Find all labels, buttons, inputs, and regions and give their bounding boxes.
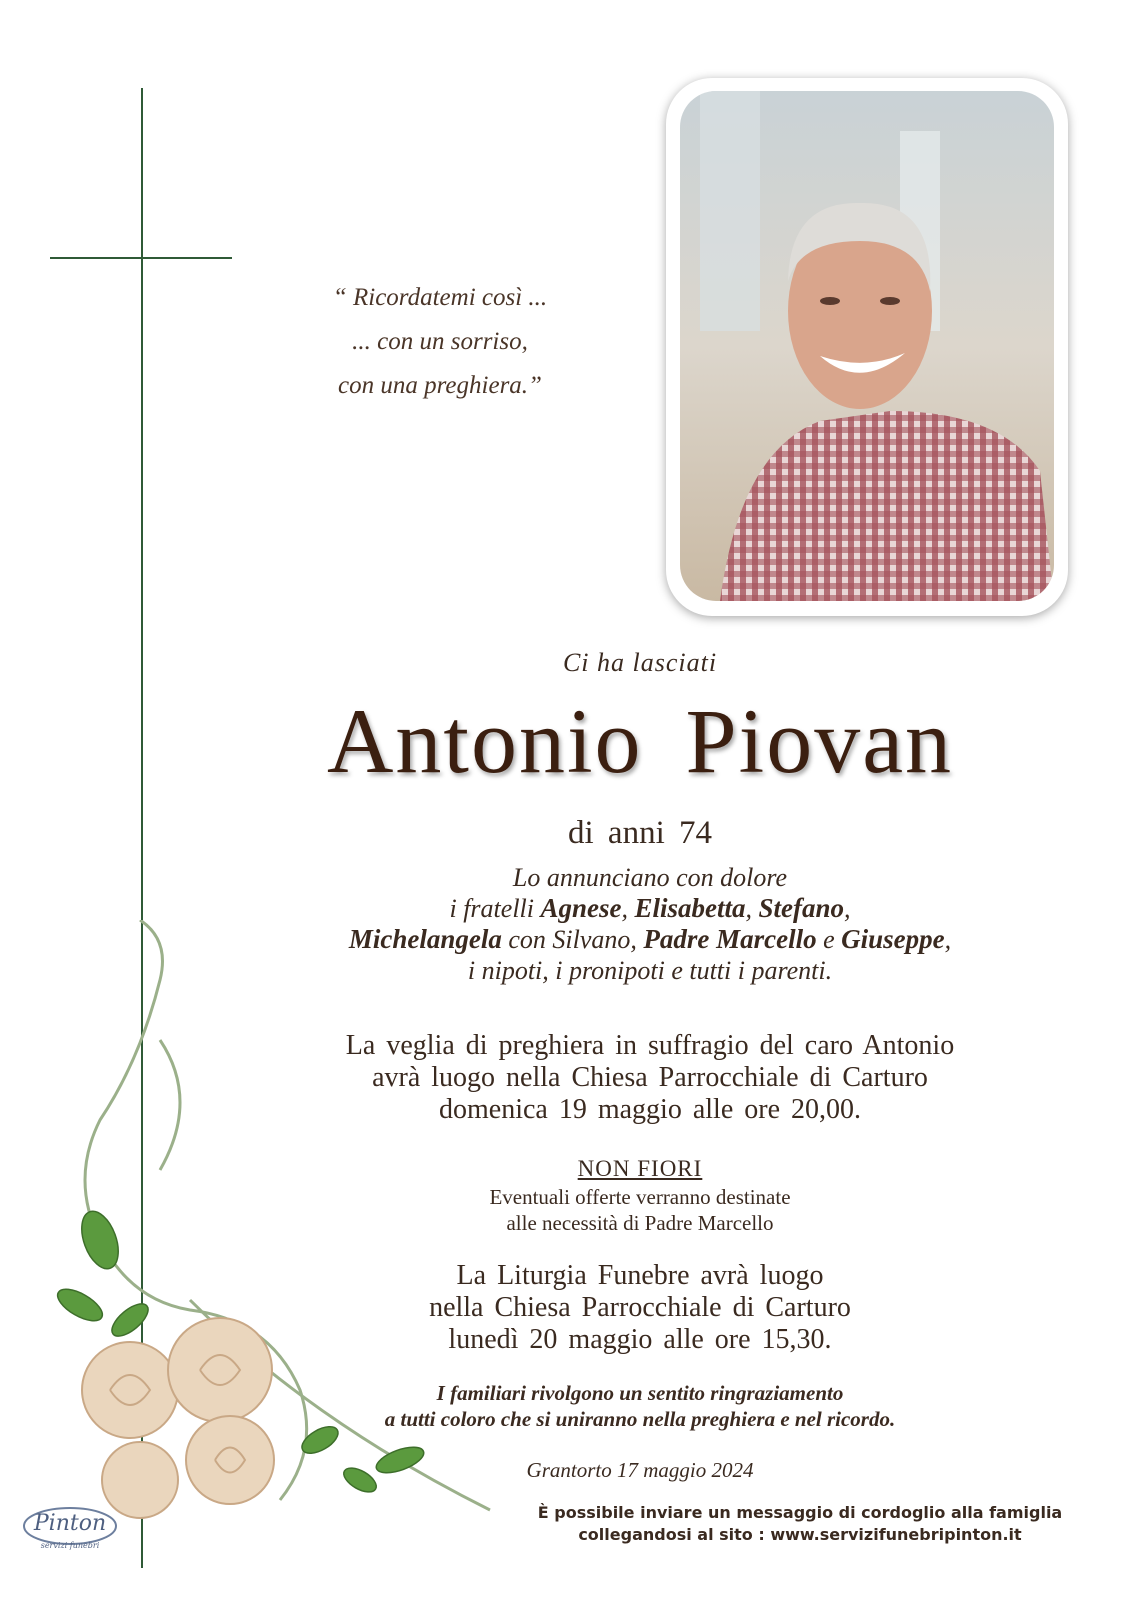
place-date: Grantorto 17 maggio 2024 [526,1458,754,1482]
quote-line-3: con una preghiera.” [338,372,542,399]
separator: , [745,894,759,923]
cross-horizontal-line [50,257,232,259]
deceased-name: Antonio Piovan [326,690,954,792]
website-line-2: collegandosi al sito : www.servizifunebripinton.it [578,1525,1022,1544]
condolence-website-note [500,1502,1100,1546]
svg-text:servizi funebri: servizi funebri [40,1541,100,1550]
text-con-silvano: con Silvano, [501,925,644,954]
quote-line-2: ... con un sorriso, [352,328,528,355]
thanks-line-1: I familiari rivolgono un sentito ringraziamento [436,1381,844,1405]
announcement-line-1: Lo annunciano con dolore [512,863,788,892]
thanks-line-2: a tutti coloro che si uniranno nella preghiera e nel ricordo. [384,1407,896,1431]
name-stefano: Stefano [758,893,845,923]
vigil-line-2: avrà luogo nella Chiesa Parrocchiale di Carturo [372,1062,928,1093]
website-line-1: È possibile inviare un messaggio di cordoglio alla famiglia [537,1503,1063,1522]
separator: , [621,894,635,923]
memorial-quote [250,276,630,408]
name-giuseppe: Giuseppe [841,924,945,954]
liturgy-line-1: La Liturgia Funebre avrà luogo [456,1260,824,1291]
vigil-line-3: domenica 19 maggio alle ore 20,00. [439,1094,861,1125]
name-padre-marcello: Padre Marcello [643,924,817,954]
offerte-line-2: alle necessità di Padre Marcello [506,1211,774,1235]
name-agnese: Agnese [540,893,622,923]
offerte-line-1: Eventuali offerte verranno destinate [489,1185,791,1209]
liturgy-line-2: nella Chiesa Parrocchiale di Carturo [429,1292,851,1323]
liturgy-line-3: lunedì 20 maggio alle ore 15,30. [448,1324,832,1355]
non-fiori-heading: NON FIORI [577,1156,703,1181]
intro-text: Ci ha lasciati [562,648,718,677]
name-michelangela: Michelangela [348,924,502,954]
deceased-age: di anni 74 [568,815,712,851]
roses-decoration [40,920,540,1600]
pinton-logo [20,1500,130,1556]
svg-text:Pinton: Pinton [33,1511,107,1536]
portrait-photo [680,91,1054,601]
quote-line-1: “ Ricordatemi così ... [332,284,548,311]
separator: e [816,925,842,954]
separator: , [844,894,851,923]
vigil-line-1: La veglia di preghiera in suffragio del caro Antonio [345,1030,955,1061]
separator: , [944,925,952,954]
name-elisabetta: Elisabetta [634,893,746,923]
text-fratelli: i fratelli [449,894,541,923]
announcement-line-4: i nipoti, i pronipoti e tutti i parenti. [467,956,833,985]
